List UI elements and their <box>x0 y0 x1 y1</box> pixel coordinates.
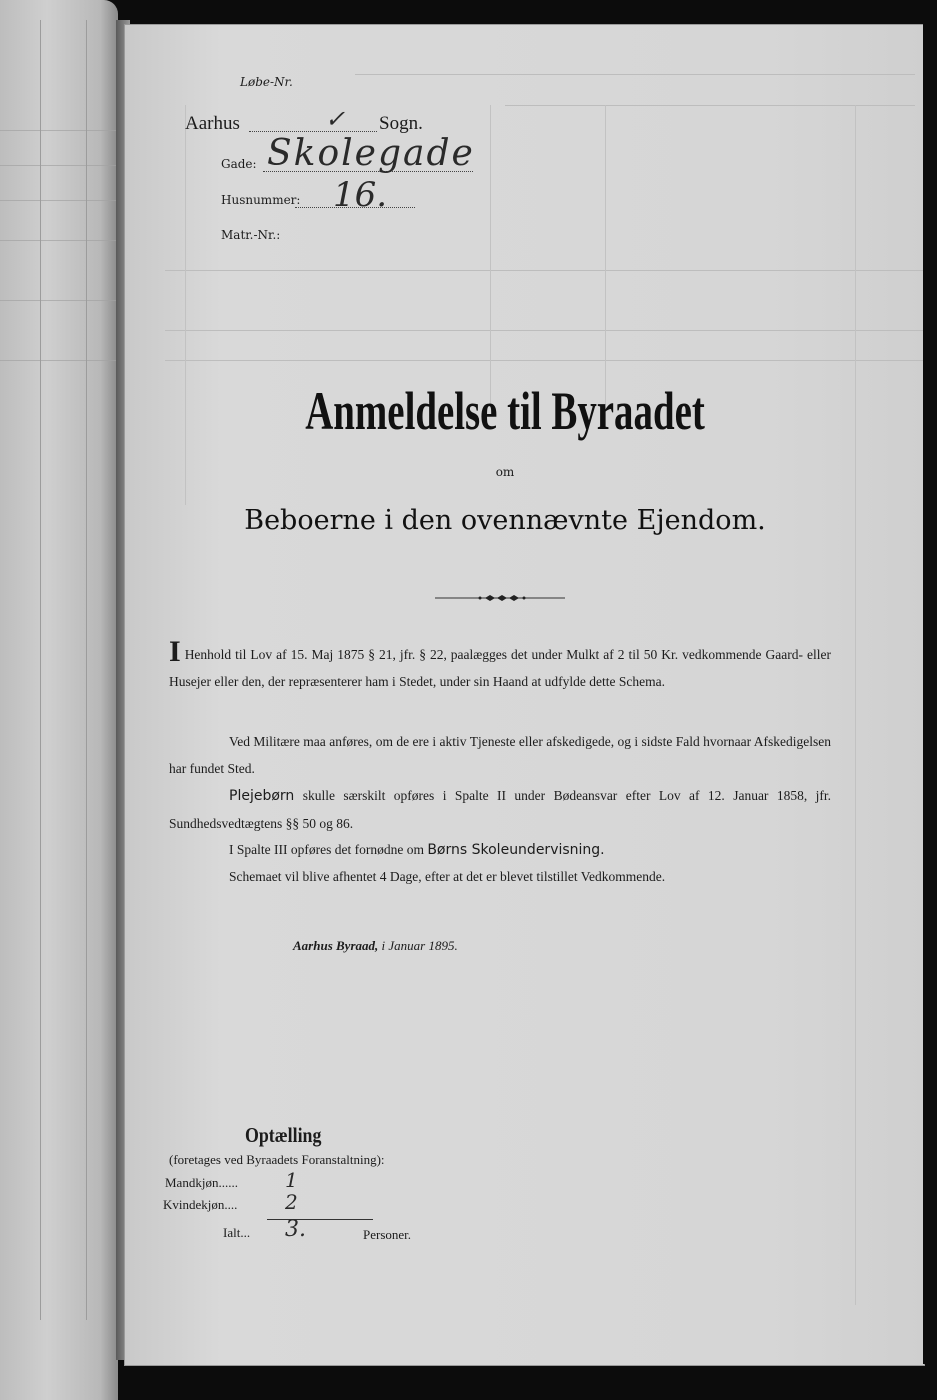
paragraph-pickup <box>169 863 831 890</box>
page-subtitle: Beboerne i den ovennævnte Ejendom. <box>244 505 766 536</box>
gade-label: Gade: <box>221 157 257 171</box>
facing-page <box>0 0 118 1400</box>
scan-border <box>923 24 937 1364</box>
sum-line <box>267 1219 373 1220</box>
matr-label: Matr.-Nr.: <box>221 228 281 242</box>
foster-children-lead: Plejebørn <box>229 788 295 804</box>
female-count-label: Kvindekjøn.... <box>163 1197 238 1212</box>
drop-cap: I <box>169 635 181 668</box>
husnummer-value[interactable]: 16. <box>333 175 388 215</box>
issuer-signature <box>293 938 458 954</box>
lobe-nr-label: Løbe-Nr. <box>240 75 293 89</box>
schooling-emphasis: Børns Skoleundervisning. <box>427 842 605 858</box>
husnummer-label: Husnummer: <box>221 193 301 207</box>
paragraph-law-text: Henhold til Lov af 15. Maj 1875 § 21, jfr. § 22, paalægges det under Mulkt af 2 til 50 Kr. vedkommende Gaard- eller Husejer eller den, der repræsenterer ham i Stedet, under sin Haand at udfylde dette Schema. <box>169 647 831 689</box>
persons-label: Personer. <box>363 1227 412 1242</box>
paragraph-law <box>169 637 831 695</box>
document-page <box>124 24 925 1366</box>
page-title: Anmeldelse til Byraadet <box>305 381 705 441</box>
male-count-value[interactable]: 1 <box>285 1168 298 1192</box>
total-label: Ialt... <box>223 1225 251 1240</box>
sogn-value[interactable]: ✓ <box>325 105 346 133</box>
count-title: Optælling <box>245 1123 322 1147</box>
paragraph-military-text: Ved Militære maa anføres, om de ere i aktiv Tjeneste eller afskedigede, og i sidste Fald hvornaar Afskedigelsen har fundet Sted. <box>169 734 831 776</box>
city-label: Aarhus <box>185 113 240 134</box>
female-count-value[interactable]: 2 <box>285 1190 298 1214</box>
sogn-label: Sogn. <box>379 113 423 134</box>
paragraph-foster-children-text: skulle særskilt opføres i Spalte II under Bødeansvar efter Lov af 12. Januar 1858, jfr. Sundhedsvedtægtens §§ 50 og 86. <box>169 788 832 831</box>
gade-value[interactable]: Skolegade <box>267 133 475 174</box>
title-connector: om <box>495 465 515 479</box>
total-value[interactable]: 3. <box>285 1217 306 1242</box>
issuer-name: Aarhus Byraad, <box>293 938 379 953</box>
paragraph-schooling <box>169 836 831 864</box>
issue-date: i Januar 1895. <box>381 938 458 953</box>
paragraph-foster-children <box>169 782 831 837</box>
paragraph-pickup-text: Schemaet vil blive afhentet 4 Dage, efter at det er blevet tilstillet Vedkommende. <box>229 869 666 884</box>
ornament-divider <box>435 593 565 603</box>
male-count-label: Mandkjøn...... <box>165 1175 238 1190</box>
paragraph-military <box>169 728 831 782</box>
count-subtitle: (foretages ved Byraadets Foranstaltning): <box>169 1152 385 1167</box>
paragraph-schooling-text: I Spalte III opføres det fornødne om <box>229 842 424 857</box>
